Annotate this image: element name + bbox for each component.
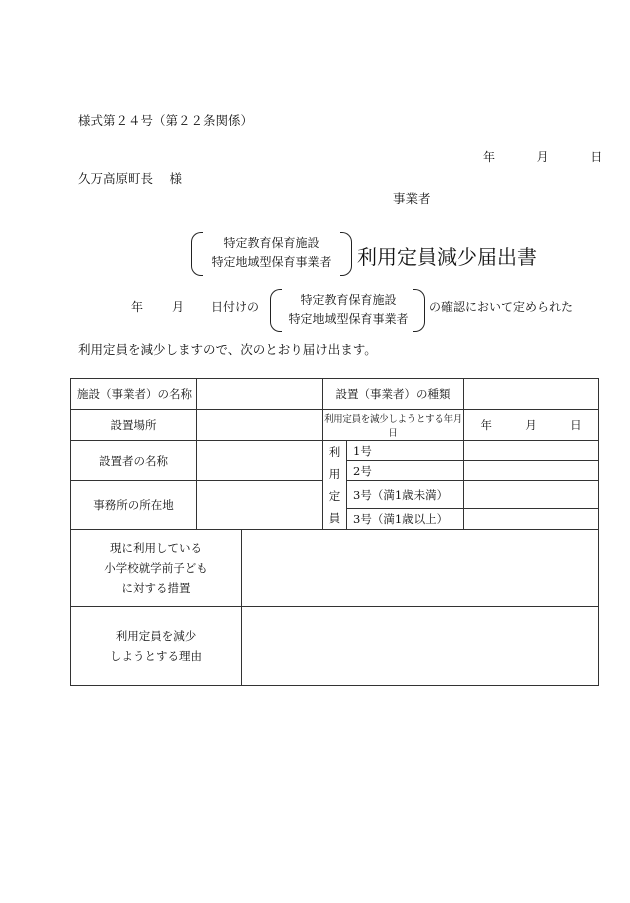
- establisher-name-field[interactable]: [197, 441, 323, 481]
- measures-label: [71, 530, 242, 607]
- capacity-char-2: 用: [328, 467, 341, 481]
- reason-line-2: しようとする理由: [110, 649, 202, 663]
- capacity-row-3-field[interactable]: [464, 481, 599, 509]
- reason-line-1: 利用定員を減少: [115, 629, 197, 643]
- reduction-date-month: 月: [525, 418, 537, 432]
- facility-name-label: 施設（事業者）の名称: [71, 379, 197, 410]
- body-month: 月: [172, 300, 185, 314]
- capacity-row-3-label: 3号（満1歳未満）: [347, 481, 464, 509]
- notification-form-table: [70, 378, 599, 686]
- reduction-date-label: 利用定員を減少しようとする年月日: [323, 410, 464, 441]
- capacity-char-4: 員: [328, 511, 341, 525]
- body-bracket-text: [277, 291, 420, 329]
- document-title: 利用定員減少届出書: [357, 245, 537, 269]
- title-bracket-line1: 特定教育保育施設: [223, 236, 320, 250]
- reduction-date-day: 日: [570, 418, 582, 432]
- date-month: 月: [536, 150, 549, 164]
- office-address-label: 事務所の所在地: [71, 481, 197, 530]
- body-year: 年: [131, 300, 144, 314]
- reduction-date-field[interactable]: [464, 410, 599, 441]
- capacity-row-2-label: 2号: [347, 461, 464, 481]
- body-bracket-line1: 特定教育保育施設: [300, 293, 397, 307]
- location-field[interactable]: [197, 410, 323, 441]
- title-bracket-line2: 特定地域型保育事業者: [211, 255, 332, 269]
- header-date: [483, 148, 602, 165]
- facility-name-field[interactable]: [197, 379, 323, 410]
- capacity-row-4-field[interactable]: [464, 509, 599, 530]
- establishment-type-label: 設置（事業者）の種類: [323, 379, 464, 410]
- capacity-label: [323, 441, 347, 530]
- measures-line-2: 小学校就学前子ども: [104, 561, 208, 575]
- capacity-row-1-field[interactable]: [464, 441, 599, 461]
- reason-label: [71, 607, 242, 686]
- title-right-bracket: [340, 232, 352, 276]
- capacity-char-3: 定: [328, 489, 341, 503]
- addressee: 久万高原町長 様: [78, 171, 182, 186]
- operator-label: 事業者: [393, 191, 431, 206]
- body-right-bracket: [413, 289, 425, 332]
- body-bracket-line2: 特定地域型保育事業者: [288, 312, 409, 326]
- measures-field[interactable]: [242, 530, 599, 607]
- establisher-name-label: 設置者の名称: [71, 441, 197, 481]
- body-line2: 利用定員を減少しますので、次のとおり届け出ます。: [78, 342, 377, 357]
- body-after: の確認において定められた: [429, 300, 574, 314]
- measures-line-1: 現に利用している: [110, 541, 202, 555]
- capacity-row-4-label: 3号（満1歳以上）: [347, 509, 464, 530]
- location-label: 設置場所: [71, 410, 197, 441]
- capacity-row-1-label: 1号: [347, 441, 464, 461]
- reduction-date-year: 年: [480, 418, 492, 432]
- title-bracket-text: [200, 234, 343, 272]
- date-year: 年: [483, 150, 496, 164]
- office-address-field[interactable]: [197, 481, 323, 530]
- reason-field[interactable]: [242, 607, 599, 686]
- body-dated: 日付けの: [211, 300, 260, 314]
- form-number: 様式第２４号（第２２条関係）: [78, 113, 254, 128]
- establishment-type-field[interactable]: [464, 379, 599, 410]
- capacity-row-2-field[interactable]: [464, 461, 599, 481]
- capacity-char-1: 利: [328, 445, 341, 459]
- date-day: 日: [590, 150, 603, 164]
- measures-line-3: に対する措置: [121, 581, 191, 595]
